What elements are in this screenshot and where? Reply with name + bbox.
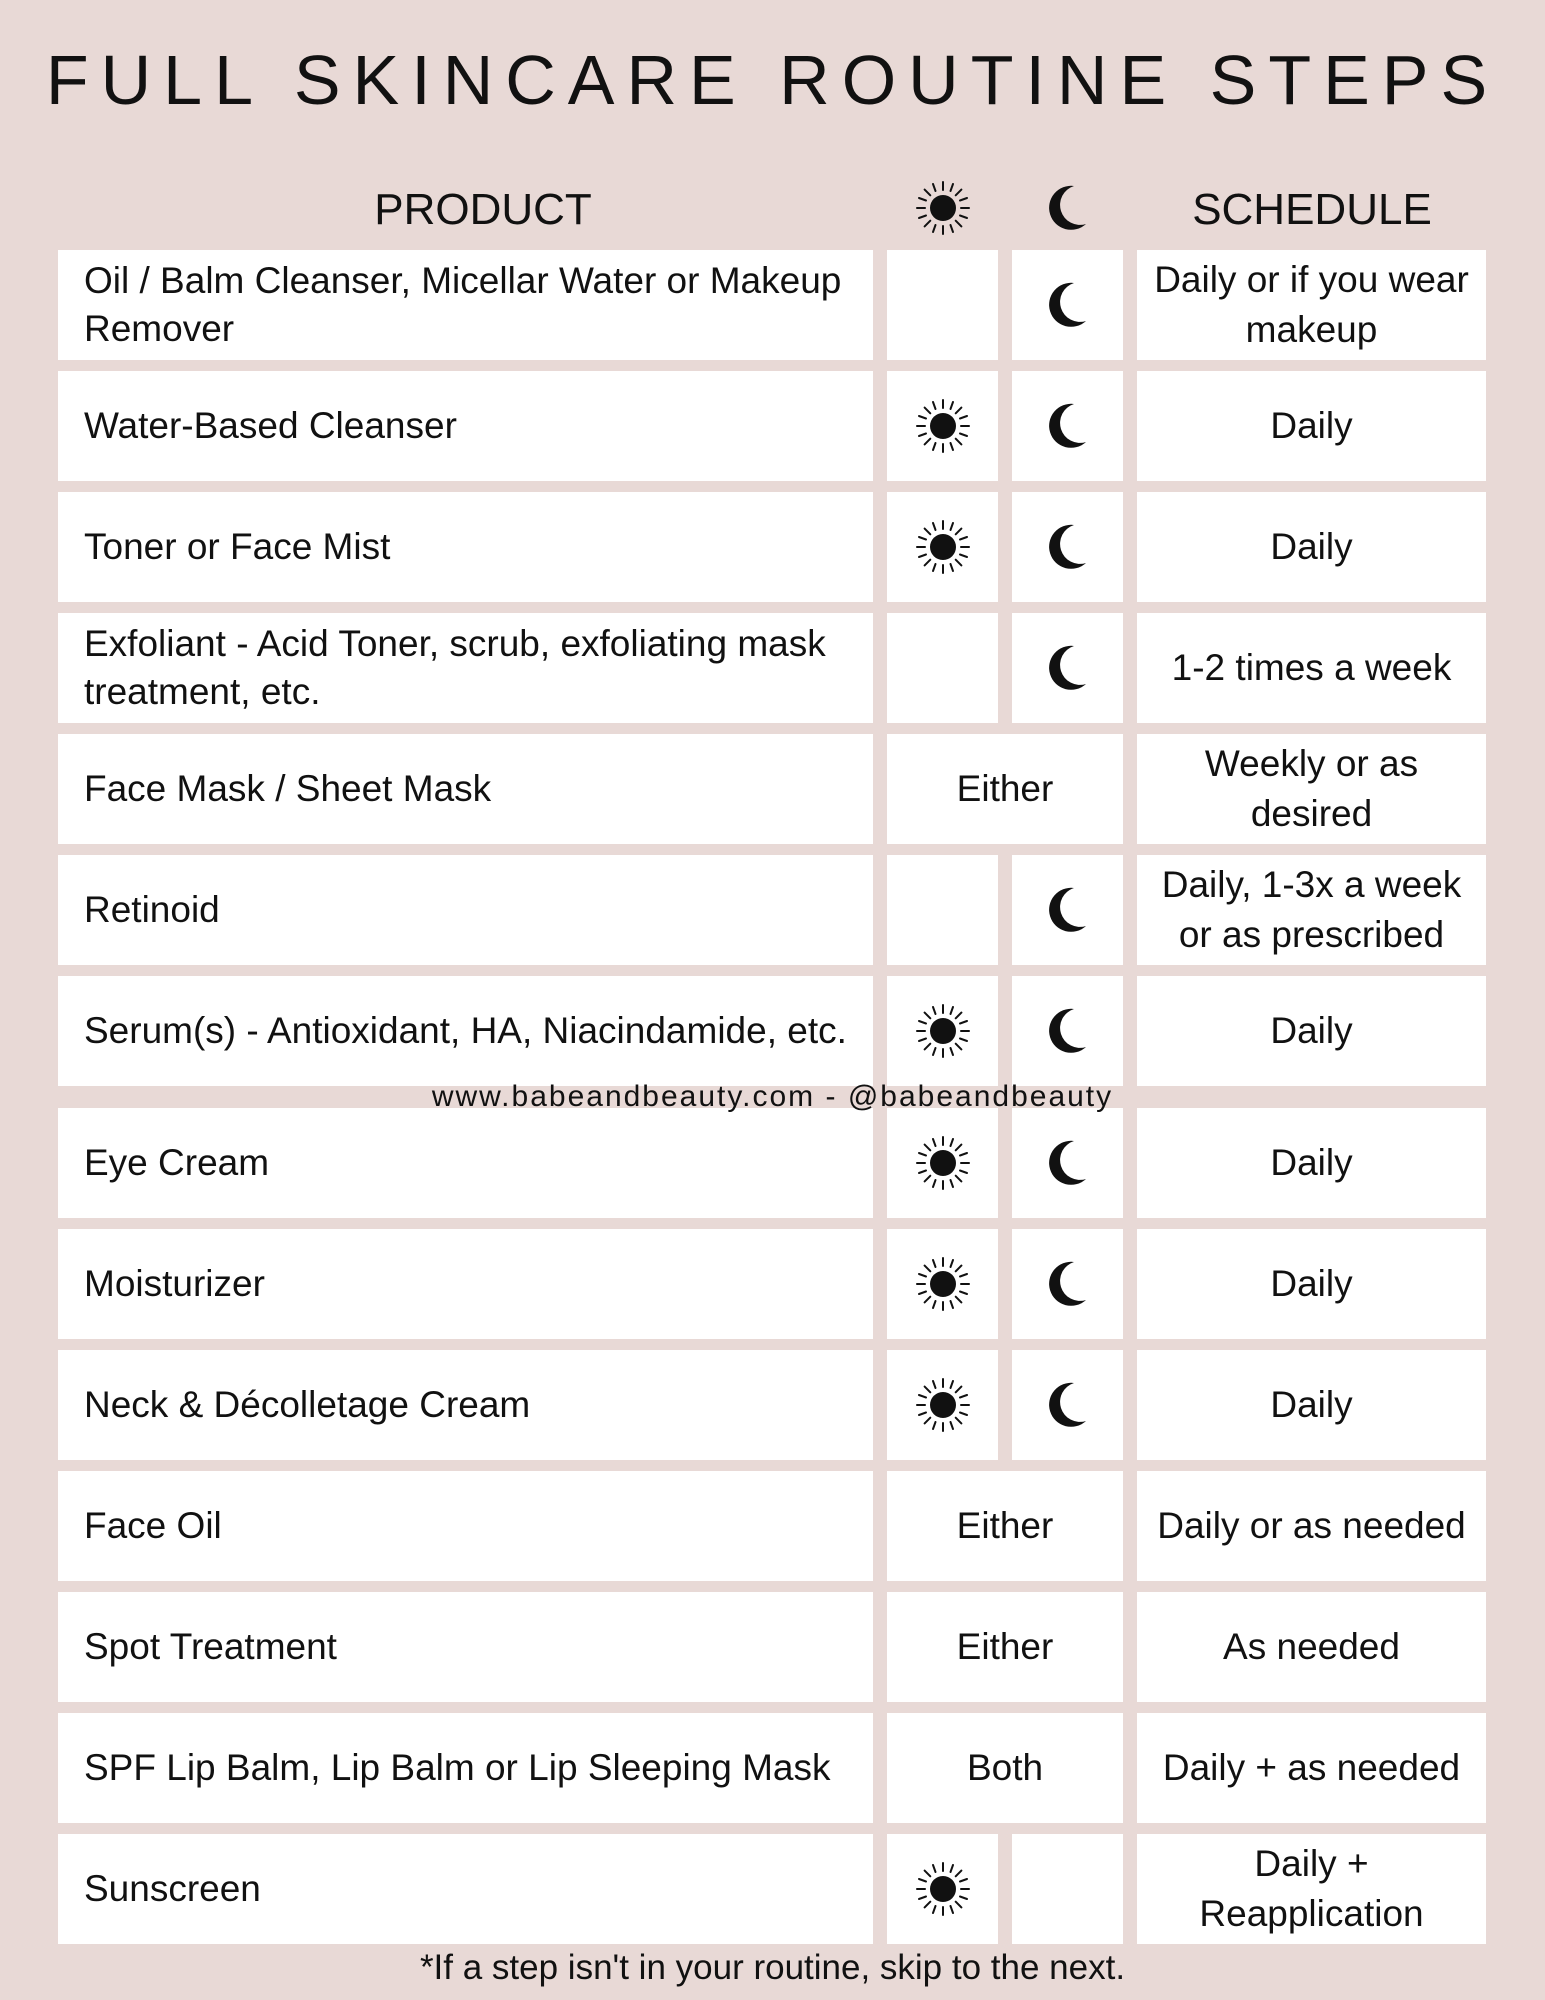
moon-icon (1038, 275, 1098, 335)
table-row (0, 250, 1545, 360)
sun-icon (913, 396, 973, 456)
product-cell: Oil / Balm Cleanser, Micellar Water or Makeup Remover (58, 250, 873, 360)
morning-cell (887, 1834, 998, 1944)
table-row (0, 855, 1545, 965)
moon-icon (1038, 1375, 1098, 1435)
moon-icon (1038, 880, 1098, 940)
morning-cell (887, 613, 998, 723)
schedule-cell: Daily (1137, 371, 1486, 481)
table-row (0, 734, 1545, 844)
schedule-cell: Daily (1137, 1108, 1486, 1218)
product-cell: Exfoliant - Acid Toner, scrub, exfoliating mask treatment, etc. (58, 613, 873, 723)
product-cell: Eye Cream (58, 1108, 873, 1218)
night-cell (1012, 492, 1123, 602)
schedule-cell: Daily or if you wear makeup (1137, 250, 1486, 360)
product-cell: Water-Based Cleanser (58, 371, 873, 481)
column-header-schedule: SCHEDULE (1192, 185, 1432, 234)
moon-icon (1038, 517, 1098, 577)
moon-icon (1038, 1254, 1098, 1314)
time-of-day-cell: Either (887, 734, 1123, 844)
product-cell: Face Oil (58, 1471, 873, 1581)
night-cell (1012, 371, 1123, 481)
sun-icon (913, 1254, 973, 1314)
night-cell (1012, 1350, 1123, 1460)
table-row (0, 1350, 1545, 1460)
moon-icon (1038, 638, 1098, 698)
night-cell (1012, 976, 1123, 1086)
table-row (0, 1713, 1545, 1823)
table-row (0, 1108, 1545, 1218)
sun-icon (913, 1375, 973, 1435)
time-of-day-cell: Both (887, 1713, 1123, 1823)
column-header-product: PRODUCT (374, 185, 592, 234)
product-cell: Sunscreen (58, 1834, 873, 1944)
time-of-day-cell: Either (887, 1471, 1123, 1581)
product-cell: Neck & Décolletage Cream (58, 1350, 873, 1460)
schedule-cell: Daily, 1-3x a week or as prescribed (1137, 855, 1486, 965)
product-cell: Toner or Face Mist (58, 492, 873, 602)
schedule-cell: Daily or as needed (1137, 1471, 1486, 1581)
product-cell: Spot Treatment (58, 1592, 873, 1702)
product-cell: Moisturizer (58, 1229, 873, 1339)
table-row (0, 492, 1545, 602)
sun-icon (913, 1133, 973, 1193)
product-cell: Retinoid (58, 855, 873, 965)
night-cell (1012, 1834, 1123, 1944)
morning-cell (887, 855, 998, 965)
sun-icon (913, 517, 973, 577)
product-cell: Face Mask / Sheet Mask (58, 734, 873, 844)
moon-icon (1038, 1133, 1098, 1193)
table-row (0, 1834, 1545, 1944)
schedule-cell: Weekly or as desired (1137, 734, 1486, 844)
morning-cell (887, 1229, 998, 1339)
morning-cell (887, 1108, 998, 1218)
table-row (0, 613, 1545, 723)
sun-icon (913, 1859, 973, 1919)
morning-cell (887, 371, 998, 481)
table-row (0, 371, 1545, 481)
table-row (0, 1471, 1545, 1581)
schedule-cell: Daily + Reapplication (1137, 1834, 1486, 1944)
table-row (0, 1229, 1545, 1339)
moon-icon (1038, 396, 1098, 456)
product-cell: SPF Lip Balm, Lip Balm or Lip Sleeping Mask (58, 1713, 873, 1823)
morning-cell (887, 492, 998, 602)
time-of-day-cell: Either (887, 1592, 1123, 1702)
morning-cell (887, 976, 998, 1086)
schedule-cell: Daily + as needed (1137, 1713, 1486, 1823)
page-title: FULL SKINCARE ROUTINE STEPS (45, 41, 1500, 119)
night-cell (1012, 1229, 1123, 1339)
table-row (0, 1592, 1545, 1702)
footnote: *If a step isn't in your routine, skip to the next. (419, 1948, 1126, 1987)
watermark: www.babeandbeauty.com - @babeandbeauty (431, 1080, 1114, 1113)
schedule-cell: Daily (1137, 976, 1486, 1086)
schedule-cell: Daily (1137, 492, 1486, 602)
schedule-cell: As needed (1137, 1592, 1486, 1702)
schedule-cell: Daily (1137, 1350, 1486, 1460)
night-cell (1012, 1108, 1123, 1218)
night-cell (1012, 250, 1123, 360)
sun-icon (913, 1001, 973, 1061)
schedule-cell: 1-2 times a week (1137, 613, 1486, 723)
schedule-cell: Daily (1137, 1229, 1486, 1339)
product-cell: Serum(s) - Antioxidant, HA, Niacindamide, etc. (58, 976, 873, 1086)
morning-cell (887, 1350, 998, 1460)
table-row (0, 976, 1545, 1086)
moon-icon (1038, 1001, 1098, 1061)
night-cell (1012, 855, 1123, 965)
night-cell (1012, 613, 1123, 723)
morning-cell (887, 250, 998, 360)
